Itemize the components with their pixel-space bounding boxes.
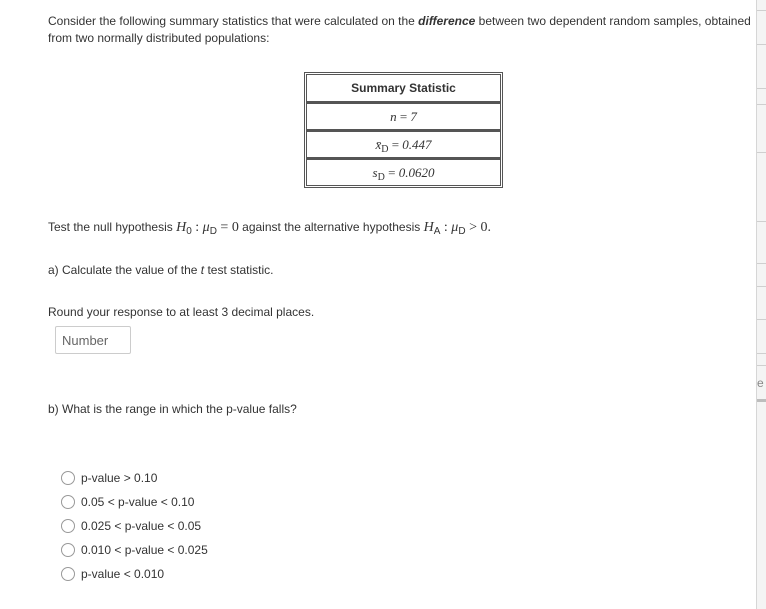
table-cell-n: n = 7 — [306, 102, 501, 130]
edge-tick — [757, 152, 766, 153]
ha-symbol: H — [423, 220, 434, 235]
mu-symbol: μ — [202, 220, 210, 235]
intro-text: Consider the following summary statistics that were calculated on the — [48, 14, 419, 28]
edge-tick — [757, 365, 766, 366]
edge-letter: e — [757, 376, 764, 390]
edge-tick — [757, 104, 766, 105]
radio-button[interactable] — [61, 567, 75, 581]
h0-symbol: H — [176, 220, 187, 235]
edge-tick — [757, 263, 766, 264]
table-header: Summary Statistic — [306, 74, 501, 102]
p-value-option[interactable]: p-value > 0.10 — [61, 466, 208, 490]
p-value-option[interactable]: 0.025 < p-value < 0.05 — [61, 514, 208, 538]
summary-statistics-table — [304, 72, 503, 188]
table-cell-sd: $s_D = 0.0620$ — [306, 158, 501, 186]
table-row — [306, 130, 501, 158]
edge-tick — [757, 319, 766, 320]
edge-tick — [757, 353, 766, 354]
table-row — [306, 158, 501, 186]
p-value-option[interactable]: p-value < 0.010 — [61, 562, 208, 586]
table-row — [306, 102, 501, 130]
edge-tick — [757, 88, 766, 89]
table-header-row — [306, 74, 501, 102]
part-b-question: b) What is the range in which the p-value falls? — [48, 402, 297, 416]
p-value-options — [61, 466, 208, 586]
intro-emphasis: difference — [418, 14, 476, 28]
right-panel-edge — [756, 0, 766, 609]
edge-tick — [757, 44, 766, 45]
edge-tick — [757, 399, 766, 402]
p-value-option[interactable]: 0.05 < p-value < 0.10 — [61, 490, 208, 514]
part-a-question: a) Calculate the value of the t test statistic. — [48, 263, 274, 277]
radio-button[interactable] — [61, 519, 75, 533]
radio-button[interactable] — [61, 495, 75, 509]
intro-text-end: between two dependent random samples, obtained from two normally distributed populations: — [48, 14, 751, 45]
edge-tick — [757, 221, 766, 222]
radio-button[interactable] — [61, 471, 75, 485]
edge-tick — [757, 10, 766, 11]
table-cell-mean: $x̄_D = 0.447$ — [306, 130, 501, 158]
edge-tick — [757, 286, 766, 287]
hypothesis-statement: Test the null hypothesis $H_0$ : $\mu_D = 0$ against the alternative hypothesis $H_A$ : $\mu_D > 0$. — [48, 220, 491, 237]
rounding-instruction: Round your response to at least 3 decimal places. — [48, 305, 315, 319]
mu-symbol: μ — [451, 220, 459, 235]
problem-intro — [48, 13, 756, 47]
radio-button[interactable] — [61, 543, 75, 557]
p-value-option[interactable]: 0.010 < p-value < 0.025 — [61, 538, 208, 562]
t-statistic-input[interactable] — [55, 326, 131, 354]
